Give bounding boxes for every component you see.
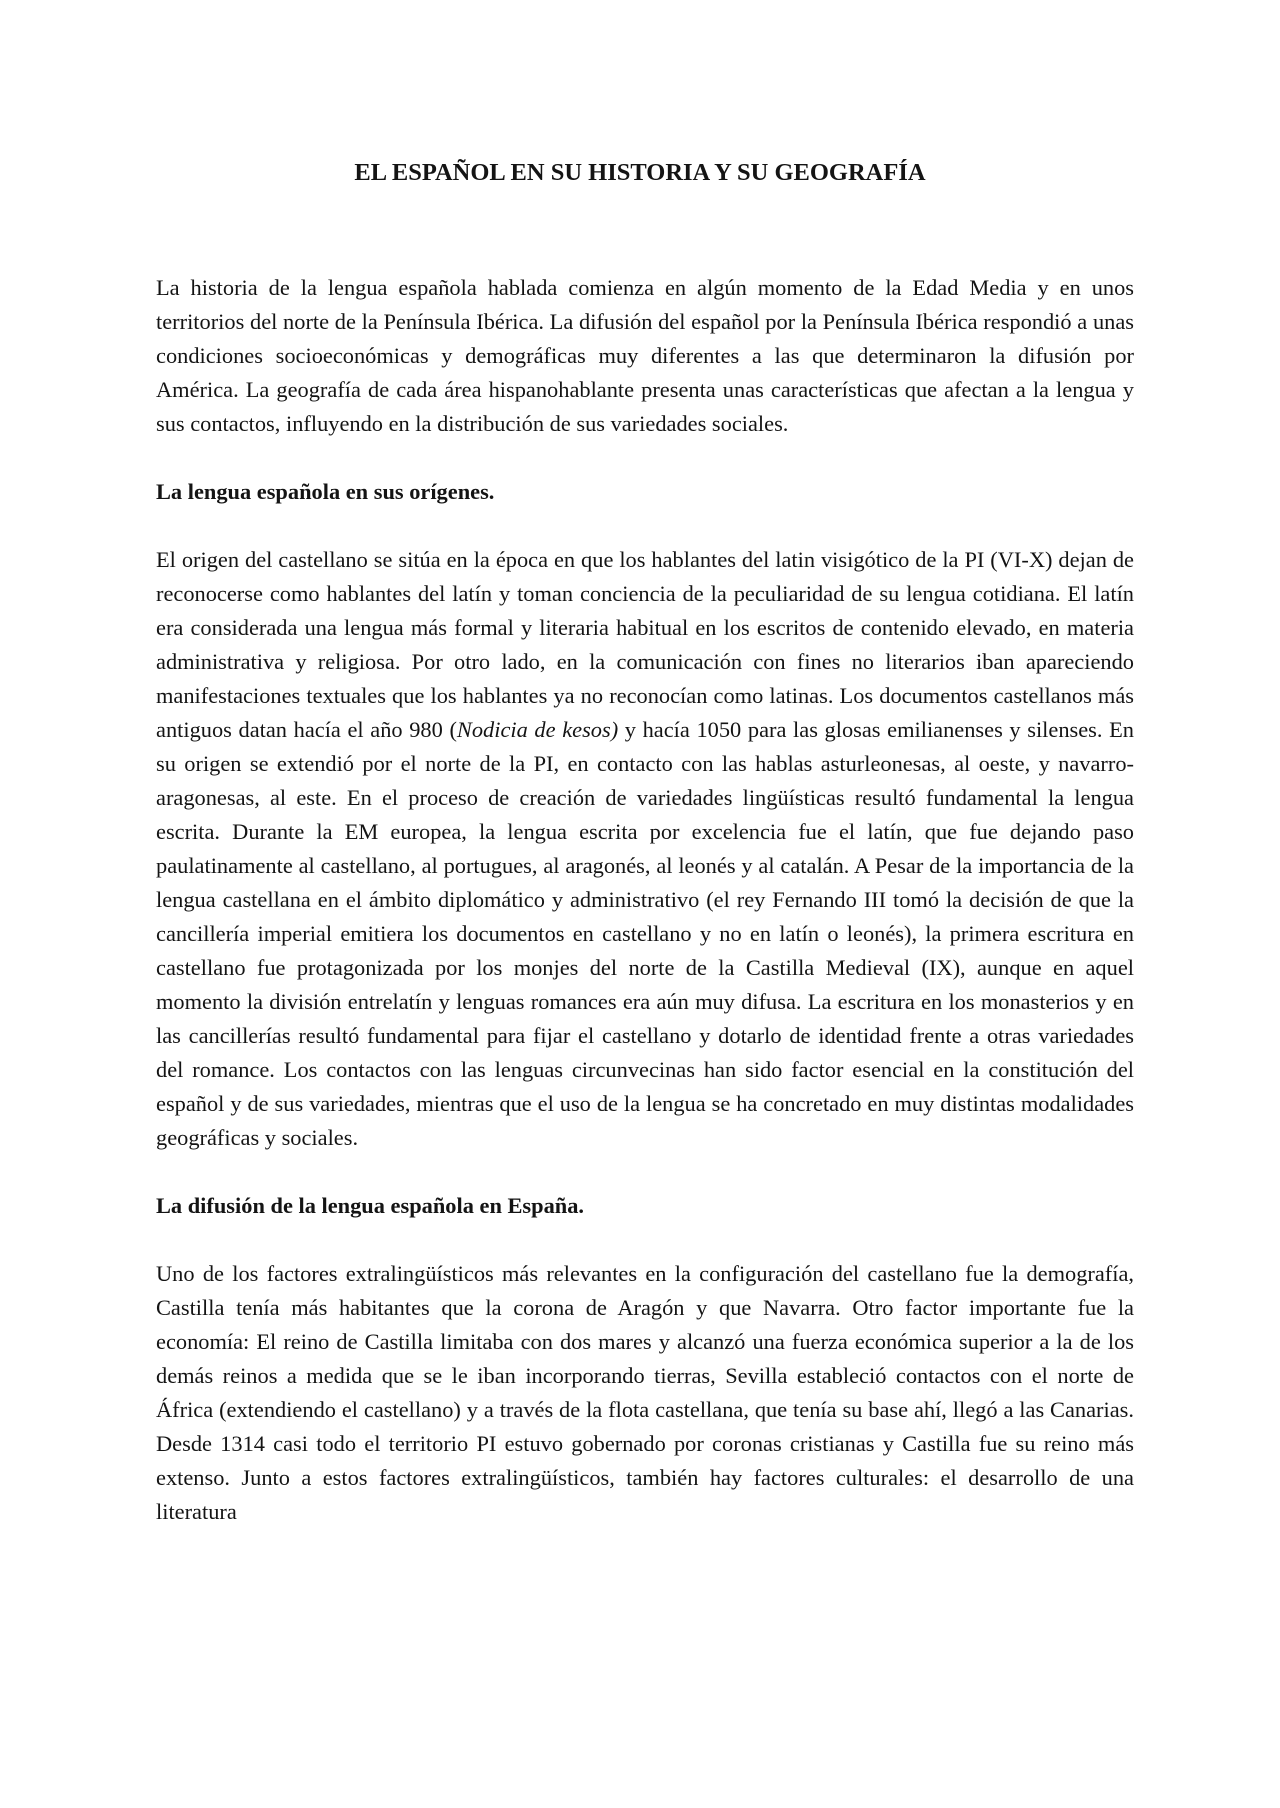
- document-title: EL ESPAÑOL EN SU HISTORIA Y SU GEOGRAFÍA: [354, 159, 926, 186]
- document-body: [156, 271, 1134, 1529]
- origins-text-part-2: y hacía 1050 para las glosas emilianenses y silenses. En su origen se extendió por el norte de la PI, en contacto con las hablas asturleonesas, al oeste, y navarro-aragonesas, al este. En el proceso de creación de variedades lingüísticas resultó fundamental la lengua escrita. Durante la EM europea, la lengua escrita por excelencia fue el latín, que fue dejando paso paulatinamente al castellano, al portugues, al aragonés, al leonés y al catalán. A Pesar de la importancia de la lengua castellana en el ámbito diplomático y administrativo (el rey Fernando III tomó la decisión de que la cancillería imperial emitiera los documentos en castellano y no en latín o leonés), la primera escritura en castellano fue protagonizada por los monjes del norte de la Castilla Medieval (IX), aunque en aquel momento la división entrelatín y lenguas romances era aún muy difusa. La escritura en los monasterios y en las cancillerías resultó fundamental para fijar el castellano y dotarlo de identidad frente a otras variedades del romance. Los contactos con las lenguas circunvecinas han sido factor esencial en la constitución del español y de sus variedades, mientras que el uso de la lengua se ha concretado en muy distintas modalidades geográficas y sociales.: [156, 717, 1134, 1150]
- origins-paragraph: [156, 543, 1134, 1155]
- spacer: [156, 1155, 1134, 1189]
- spacer: [156, 441, 1134, 475]
- origins-text-italic: Nodicia de kesos): [456, 717, 619, 742]
- intro-paragraph: La historia de la lengua española hablada comienza en algún momento de la Edad Media y en unos territorios del norte de la Península Ibérica. La difusión del español por la Península Ibérica respondió a unas condiciones socioeconómicas y demográficas muy diferentes a las que determinaron la difusión por América. La geografía de cada área hispanohablante presenta unas características que afectan a la lengua y sus contactos, influyendo en la distribución de sus variedades sociales.: [156, 275, 1134, 436]
- spain-paragraph: Uno de los factores extralingüísticos más relevantes en la configuración del castellano fue la demografía, Castilla tenía más habitantes que la corona de Aragón y que Navarra. Otro factor importante fue la economía: El reino de Castilla limitaba con dos mares y alcanzó una fuerza económica superior a la de los demás reinos a medida que se le iban incorporando tierras, Sevilla estableció contactos con el norte de África (extendiendo el castellano) y a través de la flota castellana, que tenía su base ahí, llegó a las Canarias. Desde 1314 casi todo el territorio PI estuvo gobernado por coronas cristianas y Castilla fue su reino más extenso. Junto a estos factores extralingüísticos, también hay factores culturales: el desarrollo de una literatura: [156, 1261, 1134, 1524]
- spacer: [156, 509, 1134, 543]
- section-heading-origins: La lengua española en sus orígenes.: [156, 479, 495, 504]
- section-heading-spain: La difusión de la lengua española en España.: [156, 1193, 585, 1218]
- origins-text-part-1: El origen del castellano se sitúa en la época en que los hablantes del latin visigótico de la PI (VI-X) dejan de reconocerse como hablantes del latín y toman conciencia de la peculiaridad de su lengua cotidiana. El latín era considerada una lengua más formal y literaria habitual en los escritos de contenido elevado, en materia administrativa y religiosa. Por otro lado, en la comunicación con fines no literarios iban apareciendo manifestaciones textuales que los hablantes ya no reconocían como latinas. Los documentos castellanos más antiguos datan hacía el año 980 (: [156, 547, 1134, 742]
- spacer: [156, 1223, 1134, 1257]
